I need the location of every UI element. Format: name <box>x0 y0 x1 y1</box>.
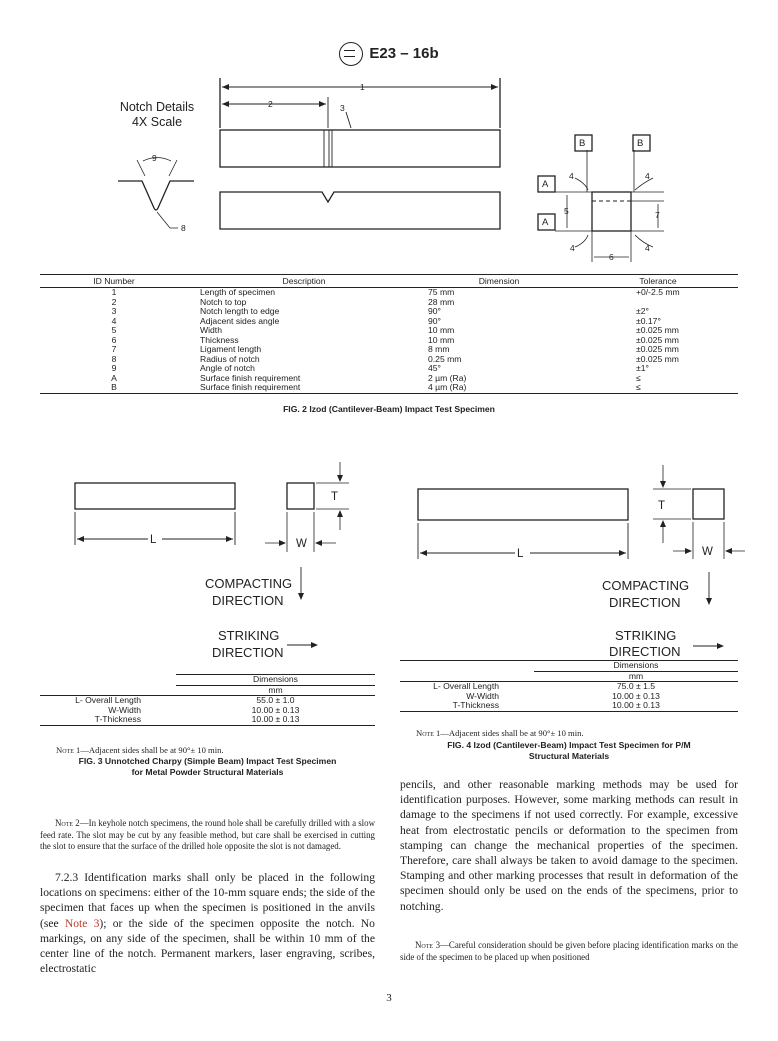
col-header-dimension: Dimension <box>420 275 578 288</box>
table-row <box>40 288 738 298</box>
fig2-drawing <box>0 0 778 280</box>
table-row <box>400 692 738 702</box>
id-cell: 4 <box>111 315 117 326</box>
dimension-value: 10.00 ± 0.13 <box>612 690 660 701</box>
table-row <box>40 345 738 355</box>
notch-title-line-1: Notch Details <box>119 100 195 114</box>
fig4-label-w: W <box>702 546 713 558</box>
note-3-text: —Careful consideration should be given before placing identification marks on the side of the specimen to be placed up when positioned <box>400 940 738 962</box>
table-row <box>40 364 738 374</box>
surface-label-a2: A <box>542 217 549 228</box>
table-row <box>40 383 738 393</box>
fig3-compacting-2: DIRECTION <box>212 593 284 608</box>
dim-label-9: 9 <box>152 153 157 163</box>
dimension-cell: 0.25 mm <box>428 353 462 364</box>
dimension-cell: 8 mm <box>428 344 450 354</box>
tolerance-cell: +0/-2.5 mm <box>636 287 680 297</box>
notch-title-line-2: 4X Scale <box>131 115 183 129</box>
col-header-tolerance: Tolerance <box>578 275 738 288</box>
dimension-cell: 10 mm <box>428 334 455 345</box>
tolerance-cell: ≤ <box>636 372 641 383</box>
dim-label-3: 3 <box>340 103 345 113</box>
id-cell: 6 <box>111 334 117 345</box>
page-number: 3 <box>386 992 392 1004</box>
description-cell: Width <box>200 325 222 335</box>
table-row <box>400 682 738 692</box>
note-3-label: Note 3 <box>415 940 441 950</box>
fig3-note-text: —Adjacent sides shall be at 90°± 10 min. <box>80 745 224 755</box>
tolerance-cell: ±0.025 mm <box>636 334 679 345</box>
notch-details-title <box>116 100 198 130</box>
fig4-compacting-1: COMPACTING <box>602 578 690 593</box>
fig4-striking-1: STRIKING <box>615 628 677 643</box>
col-header-id: ID Number <box>40 275 188 288</box>
col-header-description: Description <box>188 275 420 288</box>
fig3-note <box>56 745 224 755</box>
note-2-text: —In keyhole notch specimens, the round hole shall be carefully drilled with a slow feed rate. The slot may be cut by any feasible method, but care shall be exercised in cutting the slot to ensure that the surface of the drilled hole opposite the slot is not damaged. <box>40 818 375 852</box>
dim-label-6: 6 <box>609 252 614 262</box>
description-cell: Adjacent sides angle <box>200 315 280 326</box>
fig4-compacting-2: DIRECTION <box>609 595 681 610</box>
note-2 <box>40 818 375 853</box>
tolerance-cell <box>578 298 738 308</box>
dimension-value: 10.00 ± 0.13 <box>534 701 738 711</box>
dim-label-4d: 4 <box>645 243 650 253</box>
fig3-note-label: Note 1 <box>56 745 81 755</box>
table-row <box>40 336 738 346</box>
dimension-cell: 90° <box>428 315 441 326</box>
fig4-caption-line-1: FIG. 4 Izod (Cantilever-Beam) Impact Test Specimen for P/M <box>447 740 691 750</box>
fig4-caption <box>400 740 738 762</box>
para-7-2-3-part-b: ); or the side of the specimen opposite the notch. No markings, on any side of the specimen, shall be within 10 mm of the center line of the notch. Permanent markers, laser engraving, scribes, electrostatic <box>40 916 375 976</box>
fig4-label-t: T <box>658 500 666 512</box>
id-cell: 2 <box>111 296 117 307</box>
fig4-caption-line-2: Structural Materials <box>528 751 610 761</box>
description-cell: Length of specimen <box>200 287 276 297</box>
fig3-label-w: W <box>296 538 307 550</box>
table-row <box>40 317 738 327</box>
tolerance-cell: ±0.025 mm <box>636 353 679 364</box>
dimension-value: 10.00 ± 0.13 <box>251 704 300 715</box>
id-cell: 5 <box>111 325 117 335</box>
fig3-caption-line-2: for Metal Powder Structural Materials <box>131 767 284 777</box>
dimension-label: L- Overall Length <box>75 695 141 705</box>
description-cell: Thickness <box>200 334 239 345</box>
dim-label-5: 5 <box>564 206 569 216</box>
dimension-label: W-Width <box>466 690 499 701</box>
table-row <box>40 355 738 365</box>
tolerance-cell: ±2° <box>636 306 649 316</box>
dimension-label: L- Overall Length <box>433 681 499 691</box>
dimension-cell: 10 mm <box>428 325 455 335</box>
id-cell: 1 <box>111 287 117 297</box>
fig3-striking-1: STRIKING <box>218 628 280 643</box>
fig3-compacting-1: COMPACTING <box>205 576 293 591</box>
tolerance-cell: ±1° <box>636 363 649 373</box>
id-cell: A <box>111 372 117 383</box>
tolerance-cell: ±0.025 mm <box>636 325 679 335</box>
fig4-note <box>416 728 584 738</box>
para-7-2-3-part-a: 7.2.3 Identification marks shall only be placed in the following locations on specimens: either of the 10-mm square ends; the side of the specimen that faces up when the specimen is positioned in the anvils (see <box>40 871 375 930</box>
surface-label-b1: B <box>579 138 586 149</box>
standard-designation: E23 – 16b <box>369 44 439 62</box>
fig3-caption-line-1: FIG. 3 Unnotched Charpy (Simple Beam) Impact Test Specimen <box>78 756 337 766</box>
dimension-label: T-Thickness <box>40 715 176 725</box>
id-cell: 7 <box>111 344 117 354</box>
surface-label-a1: A <box>542 179 549 190</box>
fig3-dim-header: Dimensions <box>176 675 375 686</box>
fig3-caption <box>40 756 375 778</box>
note-3 <box>400 940 738 963</box>
fig4-drawing <box>389 455 778 660</box>
description-cell: Ligament length <box>200 344 262 354</box>
dim-label-7: 7 <box>655 210 660 220</box>
dimension-value: 75.0 ± 1.5 <box>616 681 656 691</box>
dim-label-4b: 4 <box>645 171 650 181</box>
id-cell: 3 <box>111 306 117 316</box>
dim-label-4c: 4 <box>570 243 575 253</box>
description-cell: Surface finish requirement <box>200 372 301 383</box>
table-row <box>400 701 738 711</box>
description-cell: Notch to top <box>200 296 247 307</box>
id-cell: 8 <box>111 353 117 364</box>
table-row <box>40 326 738 336</box>
fig4-label-l: L <box>517 548 524 560</box>
fig3-table <box>40 674 375 726</box>
fig4-unit: mm <box>534 671 738 682</box>
fig3-striking-2: DIRECTION <box>212 645 284 660</box>
dimension-label: T-Thickness <box>400 701 534 711</box>
tolerance-cell: ±0.17° <box>636 315 661 326</box>
dimension-label: W-Width <box>108 704 141 715</box>
dim-label-2: 2 <box>268 99 273 109</box>
table-row <box>40 706 375 716</box>
fig3-unit: mm <box>176 685 375 696</box>
dimension-value: 55.0 ± 1.0 <box>256 695 295 705</box>
fig4-striking-2: DIRECTION <box>609 644 681 659</box>
description-cell: Notch length to edge <box>200 306 280 316</box>
paragraph-7-2-3 <box>40 870 375 976</box>
table-row <box>40 298 738 308</box>
dimension-cell: 28 mm <box>428 296 455 307</box>
note-2-label: Note 2 <box>55 818 80 828</box>
tolerance-cell: ≤ <box>578 383 738 393</box>
fig4-dim-header: Dimensions <box>534 661 738 672</box>
dim-label-1: 1 <box>360 82 365 92</box>
dimension-cell: 45° <box>428 363 441 373</box>
dimension-value: 10.00 ± 0.13 <box>176 715 375 725</box>
surface-label-b2: B <box>637 138 644 149</box>
description-cell: Radius of notch <box>200 353 260 364</box>
fig2-table <box>40 274 738 394</box>
fig4-table <box>400 660 738 712</box>
dim-label-8: 8 <box>181 223 186 233</box>
tolerance-cell: ±0.025 mm <box>636 344 679 354</box>
fig4-note-label: Note 1 <box>416 728 441 738</box>
fig3-drawing <box>0 430 389 680</box>
table-row <box>40 696 375 706</box>
table-row <box>40 307 738 317</box>
description-cell: Angle of notch <box>200 363 255 373</box>
fig4-note-text: —Adjacent sides shall be at 90°± 10 min. <box>440 728 584 738</box>
dimension-cell: 75 mm <box>428 287 455 297</box>
dim-label-4a: 4 <box>569 171 574 181</box>
id-cell: B <box>40 383 188 393</box>
dimension-cell: 2 µm (Ra) <box>428 372 467 383</box>
description-cell: Surface finish requirement <box>188 383 420 393</box>
fig3-label-t: T <box>331 491 339 503</box>
note-3-link[interactable]: Note 3 <box>64 916 100 930</box>
id-cell: 9 <box>111 363 117 373</box>
table-row <box>40 374 738 384</box>
dimension-cell: 4 µm (Ra) <box>420 383 578 393</box>
fig3-label-l: L <box>150 534 157 546</box>
fig2-caption: FIG. 2 Izod (Cantilever-Beam) Impact Test Specimen <box>283 404 495 414</box>
paragraph-continued: pencils, and other reasonable marking methods may be used for identification purposes. However, some marking methods can result in damage to the specimens if not used correctly. For example, excessive heat from electrostatic pencils or deformation to the specimen from stamping can change the mechanical properties of the specimen. Therefore, care shall always be taken to avoid damage to the specimen. Stamping and other marking processes that result in deformation of the specimen should only be used on the ends of the specimens, prior to notching. <box>400 778 738 913</box>
dimension-cell: 90° <box>428 306 441 316</box>
table-row <box>40 715 375 725</box>
